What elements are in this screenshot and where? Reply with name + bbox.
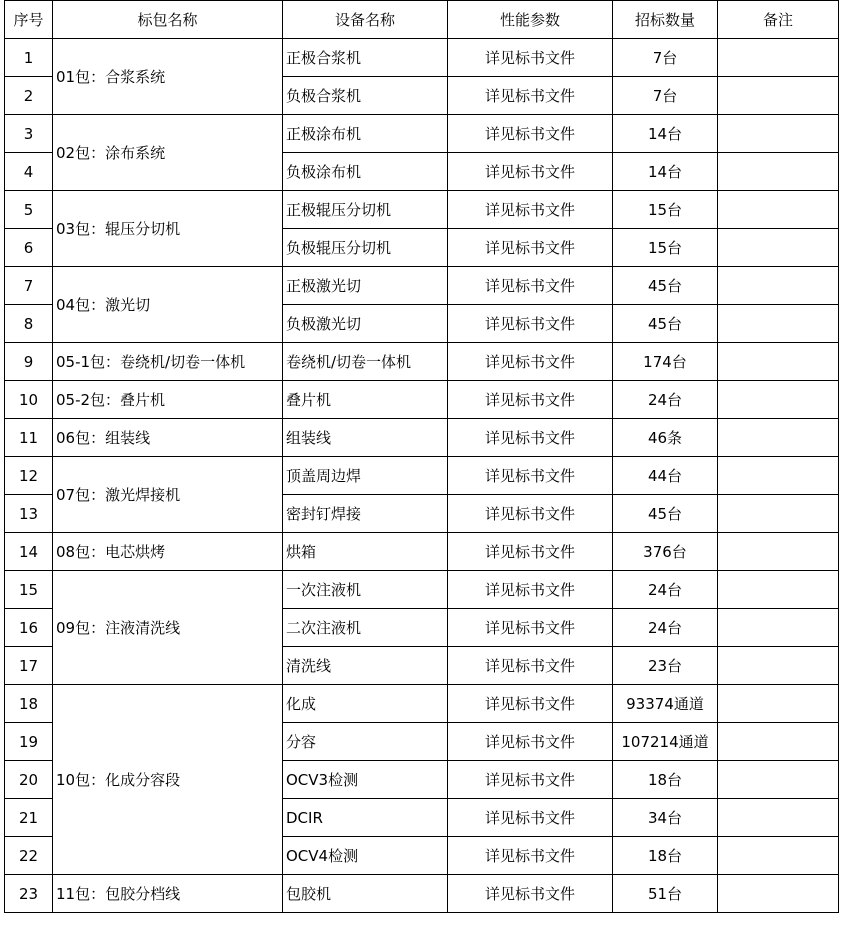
cell-quantity: 174台 [613,343,718,381]
cell-package-name: 10包：化成分容段 [53,685,283,875]
header-remarks: 备注 [718,1,839,39]
cell-performance: 详见标书文件 [448,647,613,685]
cell-device-name: 负极激光切 [283,305,448,343]
cell-package-name: 02包：涂布系统 [53,115,283,191]
cell-device-name: 顶盖周边焊 [283,457,448,495]
cell-remarks [718,609,839,647]
cell-seq: 11 [5,419,53,457]
cell-quantity: 107214通道 [613,723,718,761]
table-row [5,533,839,571]
table-row [5,39,839,77]
cell-performance: 详见标书文件 [448,495,613,533]
cell-quantity: 51台 [613,875,718,913]
header-package-name: 标包名称 [53,1,283,39]
cell-device-name: 负极涂布机 [283,153,448,191]
cell-seq: 2 [5,77,53,115]
cell-device-name: 包胶机 [283,875,448,913]
table-row [5,191,839,229]
cell-seq: 10 [5,381,53,419]
cell-device-name: 组装线 [283,419,448,457]
cell-remarks [718,685,839,723]
cell-remarks [718,837,839,875]
cell-performance: 详见标书文件 [448,229,613,267]
cell-device-name: 正极辊压分切机 [283,191,448,229]
cell-remarks [718,267,839,305]
cell-performance: 详见标书文件 [448,77,613,115]
cell-device-name: 叠片机 [283,381,448,419]
cell-package-name: 04包：激光切 [53,267,283,343]
cell-device-name: 负极辊压分切机 [283,229,448,267]
cell-seq: 20 [5,761,53,799]
cell-remarks [718,799,839,837]
cell-seq: 1 [5,39,53,77]
cell-seq: 7 [5,267,53,305]
cell-quantity: 7台 [613,77,718,115]
cell-package-name: 06包：组装线 [53,419,283,457]
cell-remarks [718,343,839,381]
cell-device-name: 一次注液机 [283,571,448,609]
cell-performance: 详见标书文件 [448,761,613,799]
cell-remarks [718,39,839,77]
cell-remarks [718,115,839,153]
cell-seq: 16 [5,609,53,647]
cell-package-name: 09包：注液清洗线 [53,571,283,685]
cell-seq: 9 [5,343,53,381]
cell-performance: 详见标书文件 [448,381,613,419]
cell-seq: 19 [5,723,53,761]
cell-seq: 15 [5,571,53,609]
cell-performance: 详见标书文件 [448,533,613,571]
cell-quantity: 93374通道 [613,685,718,723]
cell-remarks [718,419,839,457]
cell-remarks [718,153,839,191]
cell-device-name: 二次注液机 [283,609,448,647]
cell-performance: 详见标书文件 [448,799,613,837]
table-row [5,571,839,609]
cell-seq: 6 [5,229,53,267]
cell-quantity: 46条 [613,419,718,457]
header-row [5,1,839,39]
cell-package-name: 08包：电芯烘烤 [53,533,283,571]
cell-package-name: 07包：激光焊接机 [53,457,283,533]
cell-quantity: 45台 [613,495,718,533]
cell-quantity: 44台 [613,457,718,495]
cell-performance: 详见标书文件 [448,267,613,305]
table-row [5,115,839,153]
cell-quantity: 34台 [613,799,718,837]
cell-remarks [718,723,839,761]
cell-seq: 22 [5,837,53,875]
cell-device-name: 正极激光切 [283,267,448,305]
header-performance: 性能参数 [448,1,613,39]
cell-remarks [718,305,839,343]
header-quantity: 招标数量 [613,1,718,39]
cell-quantity: 23台 [613,647,718,685]
cell-seq: 3 [5,115,53,153]
cell-device-name: 烘箱 [283,533,448,571]
cell-seq: 12 [5,457,53,495]
cell-device-name: 正极合浆机 [283,39,448,77]
cell-device-name: 正极涂布机 [283,115,448,153]
cell-quantity: 18台 [613,761,718,799]
cell-remarks [718,761,839,799]
cell-quantity: 15台 [613,191,718,229]
cell-remarks [718,875,839,913]
cell-package-name: 05-1包：卷绕机/切卷一体机 [53,343,283,381]
cell-device-name: OCV3检测 [283,761,448,799]
cell-remarks [718,533,839,571]
cell-package-name: 05-2包：叠片机 [53,381,283,419]
cell-device-name: 分容 [283,723,448,761]
table-row [5,457,839,495]
cell-performance: 详见标书文件 [448,343,613,381]
cell-performance: 详见标书文件 [448,153,613,191]
cell-performance: 详见标书文件 [448,457,613,495]
cell-seq: 5 [5,191,53,229]
cell-package-name: 11包：包胶分档线 [53,875,283,913]
table-row [5,267,839,305]
cell-quantity: 15台 [613,229,718,267]
cell-performance: 详见标书文件 [448,191,613,229]
cell-performance: 详见标书文件 [448,837,613,875]
cell-performance: 详见标书文件 [448,39,613,77]
cell-quantity: 24台 [613,571,718,609]
cell-device-name: OCV4检测 [283,837,448,875]
cell-device-name: 清洗线 [283,647,448,685]
cell-performance: 详见标书文件 [448,115,613,153]
cell-quantity: 376台 [613,533,718,571]
cell-device-name: 密封钉焊接 [283,495,448,533]
cell-quantity: 45台 [613,305,718,343]
cell-quantity: 45台 [613,267,718,305]
cell-performance: 详见标书文件 [448,685,613,723]
cell-remarks [718,77,839,115]
header-device-name: 设备名称 [283,1,448,39]
cell-remarks [718,457,839,495]
cell-seq: 4 [5,153,53,191]
cell-remarks [718,191,839,229]
cell-performance: 详见标书文件 [448,609,613,647]
cell-device-name: 卷绕机/切卷一体机 [283,343,448,381]
cell-quantity: 7台 [613,39,718,77]
cell-remarks [718,495,839,533]
cell-remarks [718,571,839,609]
cell-quantity: 24台 [613,381,718,419]
cell-device-name: 负极合浆机 [283,77,448,115]
cell-seq: 8 [5,305,53,343]
cell-remarks [718,647,839,685]
cell-seq: 13 [5,495,53,533]
cell-seq: 23 [5,875,53,913]
header-seq: 序号 [5,1,53,39]
cell-quantity: 14台 [613,153,718,191]
table-row [5,381,839,419]
table-row [5,419,839,457]
cell-seq: 14 [5,533,53,571]
cell-device-name: DCIR [283,799,448,837]
cell-quantity: 14台 [613,115,718,153]
table-row [5,685,839,723]
cell-package-name: 03包：辊压分切机 [53,191,283,267]
cell-remarks [718,381,839,419]
cell-performance: 详见标书文件 [448,305,613,343]
cell-performance: 详见标书文件 [448,875,613,913]
cell-seq: 17 [5,647,53,685]
cell-quantity: 18台 [613,837,718,875]
table-body [5,39,839,913]
cell-package-name: 01包：合浆系统 [53,39,283,115]
table-row [5,343,839,381]
cell-performance: 详见标书文件 [448,419,613,457]
cell-quantity: 24台 [613,609,718,647]
cell-performance: 详见标书文件 [448,571,613,609]
table-row [5,875,839,913]
cell-device-name: 化成 [283,685,448,723]
cell-remarks [718,229,839,267]
cell-seq: 18 [5,685,53,723]
cell-seq: 21 [5,799,53,837]
cell-performance: 详见标书文件 [448,723,613,761]
tender-table [4,0,839,913]
